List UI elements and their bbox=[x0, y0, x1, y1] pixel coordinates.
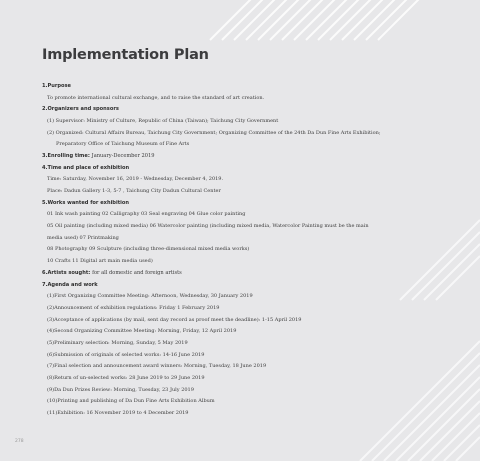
works-heading: 5.Works wanted for exhibition bbox=[42, 200, 130, 206]
organizers-supervisor: (1) Supervisor: Ministry of Culture, Republic of China (Taiwan); Taichung City Government bbox=[47, 118, 279, 124]
enrolling-heading: 3.Enrolling time: bbox=[42, 153, 90, 159]
artists-value: for all domestic and foreign artists bbox=[92, 270, 182, 276]
agenda-item: (11)Exhibition: 16 November 2019 to 4 December 2019 bbox=[47, 410, 189, 416]
agenda-item: (5)Preliminary selection: Morning, Sunday, 5 May 2019 bbox=[47, 340, 188, 346]
organizers-organized-line1: (2) Organized: Cultural Affairs Bureau, Taichung City Government; Organizing Committee of the 24th Da Dun Fine Arts Exhibition; bbox=[47, 130, 381, 136]
purpose-text: To promote international cultural exchange, and to raise the standard of art creation. bbox=[47, 95, 265, 101]
purpose-heading: 1.Purpose bbox=[42, 83, 71, 89]
artists-sought bbox=[42, 270, 182, 277]
works-row-1: 01 Ink wash painting 02 Calligraphy 03 Seal engraving 04 Glue color painting bbox=[47, 211, 246, 217]
agenda-item: (1)First Organizing Committee Meeting: Afternoon, Wednesday, 30 January 2019 bbox=[47, 293, 253, 299]
exhibition-place: Place: Dadun Gallery 1-3, 5-7 , Taichung City Dadun Cultural Center bbox=[47, 188, 221, 194]
works-row-2: 05 Oil painting (including mixed media) 06 Watercolor painting (including mixed media, Watercolor Painting must be the main bbox=[47, 223, 369, 229]
agenda-item: (2)Announcement of exhibition regulations: Friday 1 February 2019 bbox=[47, 305, 220, 311]
enrolling-time bbox=[42, 153, 154, 160]
agenda-item: (4)Second Organizing Committee Meeting: Morning, Friday, 12 April 2019 bbox=[47, 328, 237, 334]
organizers-organized-line2: Preparatory Office of Taichung Museum of Fine Arts bbox=[56, 141, 190, 147]
page-title: Implementation Plan bbox=[42, 47, 209, 63]
agenda-heading: 7.Agenda and work bbox=[42, 282, 98, 288]
time-place-heading: 4.Time and place of exhibition bbox=[42, 165, 130, 171]
works-row-5: 10 Crafts 11 Digital art main media used) bbox=[47, 258, 153, 264]
organizers-heading: 2.Organizers and sponsors bbox=[42, 106, 119, 112]
enrolling-value: January-December 2019 bbox=[91, 153, 155, 159]
agenda-item: (7)Final selection and announcement award winners: Morning, Tuesday, 18 June 2019 bbox=[47, 363, 267, 369]
artists-heading: 6.Artists sought: bbox=[42, 270, 91, 276]
agenda-item: (6)Submission of originals of selected works: 14-16 June 2019 bbox=[47, 352, 205, 358]
agenda-item: (3)Acceptance of applications (by mail, sent day record as proof meet the deadline): 1-15 April 2019 bbox=[47, 317, 302, 323]
works-row-4: 08 Photography 09 Sculpture (including three-dimensional mixed media works) bbox=[47, 246, 250, 252]
works-row-3: media used) 07 Printmaking bbox=[47, 235, 119, 241]
agenda-item: (8)Return of un-selected works: 28 June 2019 to 29 June 2019 bbox=[47, 375, 205, 381]
agenda-item: (10)Printing and publishing of Da Dun Fine Arts Exhibition Album bbox=[47, 398, 215, 404]
page-number: 278 bbox=[15, 439, 24, 444]
agenda-item: (9)Da Dun Prizes Review: Morning, Tuesday, 23 July 2019 bbox=[47, 387, 194, 393]
exhibition-time: Time: Saturday, November 16, 2019 - Wednesday, December 4, 2019. bbox=[47, 176, 224, 182]
